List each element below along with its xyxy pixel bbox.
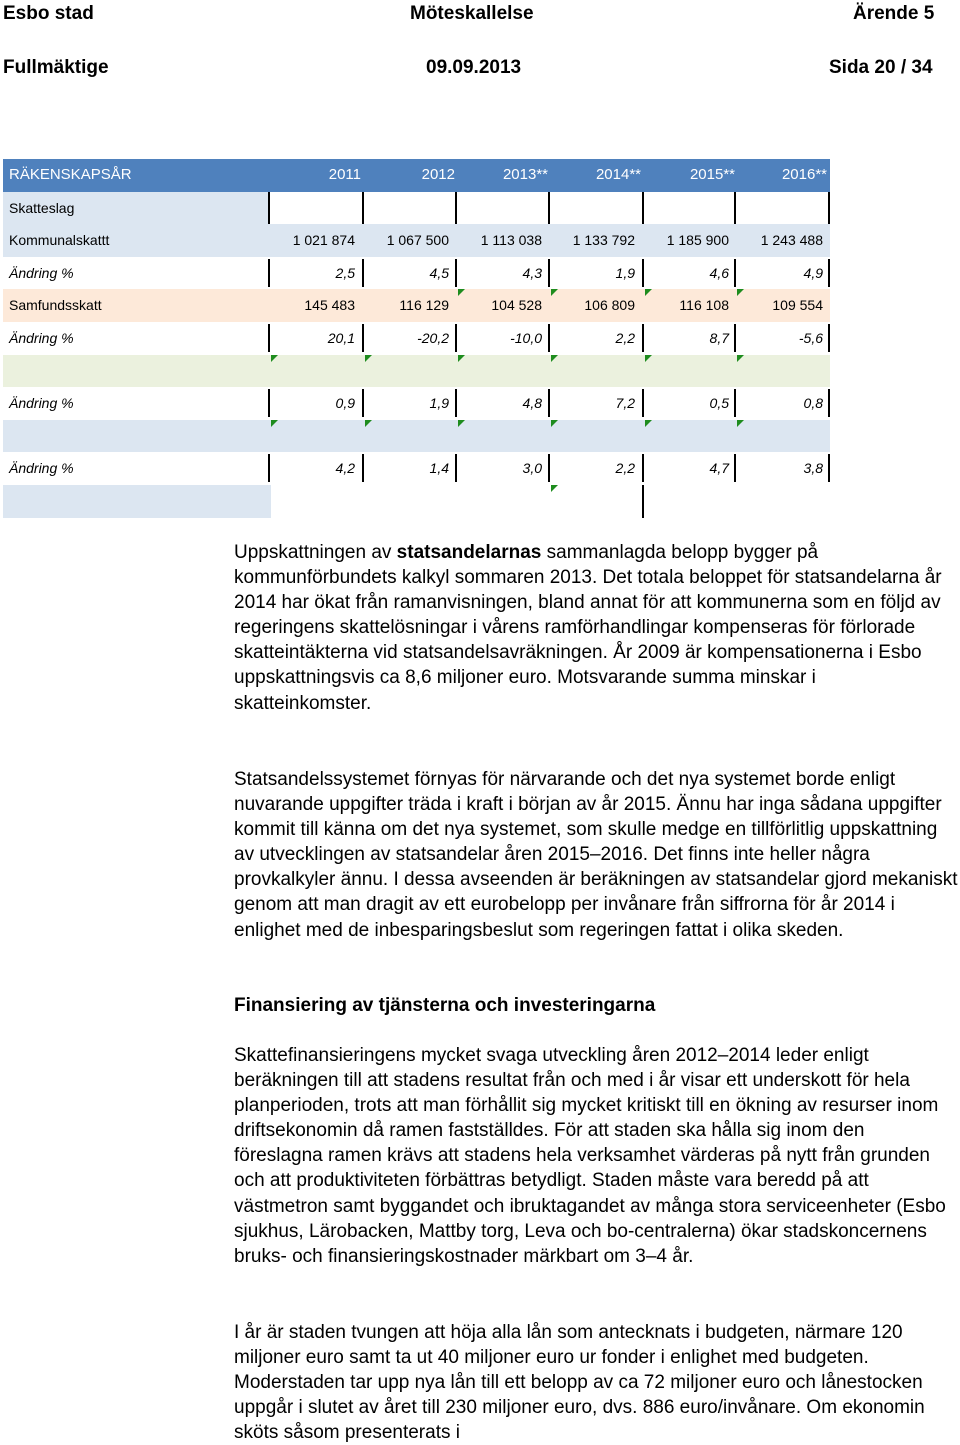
table-cell: 4,8 (522, 395, 542, 412)
table-cell: 4,5 (429, 264, 449, 281)
p1-rest: sammanlagda belopp bygger på kommunförbundets kalkyl sommaren 2013. Det totala beloppet för statsandelarna år 2014 har ökat från ramanvisningen, bland annat för att kommunerna som en följd av regeringens skattelösningar i vårens ramförhandlingar kompenseras för förlorade skatteintäkterna vid statsandelsavräkningen. År 2009 är kompensationerna i Esbo uppskattningsvis ca 8,6 miljoner euro. Motsvarande summa minskar i skatteinkomster. (234, 542, 942, 714)
table-cell: 145 483 (304, 297, 355, 314)
table-row (3, 224, 830, 257)
table-row (3, 387, 830, 420)
header-page: Sida 20 / 34 (829, 57, 933, 78)
year-2012: 2012 (421, 166, 455, 183)
p1-start: Uppskattningen av (234, 542, 397, 563)
table-row (3, 289, 830, 322)
row-label: Ändring % (9, 460, 74, 477)
paragraph-skattefinansiering (234, 1043, 958, 1269)
table-row (3, 257, 830, 290)
table-cell: 2,2 (615, 460, 635, 477)
table-cell: 2,2 (615, 329, 635, 346)
table-cell: 0,9 (335, 395, 355, 412)
table-cell: 4,3 (522, 264, 542, 281)
table-cell: 1 185 900 (666, 232, 729, 249)
year-2013: 2013** (502, 166, 548, 183)
table-cell: 0,5 (709, 395, 729, 412)
table-cell: 20,1 (327, 329, 355, 346)
header-doc-type: Möteskallelse (410, 3, 534, 24)
p4-text: I år är staden tvungen att höja alla lån som antecknats i budgeten, närmare 120 miljoner euro samt ta ut 40 miljoner euro ur fonder i enlighet med budgeten. Moderstaden tar upp nya lån till ett belopp av ca 72 miljoner euro och lånestocken uppgår i slutet av året till 230 miljoner euro, dvs. 886 euro/invånare. Om ekonomin sköts såsom presenterats i (234, 1322, 925, 1444)
table-cell: 116 108 (679, 297, 729, 314)
table-cell: 3,0 (522, 460, 542, 477)
table-cell: 109 554 (772, 297, 823, 314)
table-title: RÄKENSKAPSÅR (9, 166, 132, 183)
row-label: Samfundsskatt (9, 297, 102, 314)
table-row (3, 355, 830, 388)
table-cell: 116 129 (399, 297, 449, 314)
table-header-row (3, 159, 830, 192)
table-cell: 4,9 (803, 264, 823, 281)
row-label: Skatteslag (9, 199, 75, 216)
table-cell: 8,7 (709, 329, 729, 346)
table-row (3, 420, 830, 453)
row-label: Ändring % (9, 264, 74, 281)
table-cell: 0,8 (803, 395, 823, 412)
row-label: Ändring % (9, 329, 74, 346)
row-label: Kommunalskattt (9, 232, 110, 249)
table-cell: -5,6 (798, 329, 823, 346)
paragraph-statsandelar (234, 540, 958, 716)
p1-bold: statsandelarnas (396, 542, 542, 563)
table-cell: 1 113 038 (480, 232, 542, 249)
paragraph-lan (234, 1320, 958, 1445)
table-cell: 7,2 (615, 395, 635, 412)
table-cell: 3,8 (803, 460, 823, 477)
table-row (3, 192, 830, 225)
table-cell: 1,9 (615, 264, 635, 281)
year-2014: 2014** (595, 166, 641, 183)
table-cell: 1,4 (429, 460, 449, 477)
row-label: Ändring % (9, 395, 74, 412)
section-heading (234, 993, 958, 1018)
header-date: 09.09.2013 (426, 57, 522, 78)
table-cell: 106 809 (584, 297, 635, 314)
table-cell: 2,5 (335, 264, 355, 281)
table-cell: 4,7 (709, 460, 729, 477)
table-cell: 4,6 (709, 264, 729, 281)
table-cell: -10,0 (510, 329, 542, 346)
table-cell: 1 021 874 (292, 232, 355, 249)
table-row (3, 322, 830, 355)
table-cell: -20,2 (417, 329, 449, 346)
table-cell: 1 243 488 (760, 232, 823, 249)
table-cell: 1 133 792 (572, 232, 635, 249)
year-2016: 2016** (781, 166, 827, 183)
header-item: Ärende 5 (853, 3, 935, 24)
table-cell: 1,9 (429, 395, 449, 412)
tax-table (3, 159, 830, 518)
header-org: Esbo stad (3, 3, 94, 24)
p3-text: Skattefinansieringens mycket svaga utveckling åren 2012–2014 leder enligt beräkningen till att stadens resultat från och med i år visar ett underskott för hela planperioden, trots att man förhållit sig mycket kritiskt till en ökning av resurser inom driftsekonomin då ramen fastställdes. För att staden ska hålla sig inom den föreslagna ramen krävs att stadens hela verksamhet värderas på nytt från grunden och att produktiviteten förbättras betydligt. Staden måste vara beredd på att västmetron samt byggandet och ibruktagandet av många stora serviceenheter (Esbo sjukhus, Lärobacken, Mattby torg, Leva och bo-centralerna) ökar stadskoncernens bruks- och finansieringskostnader märkbart om 3–4 år. (234, 1045, 946, 1267)
heading-text: Finansiering av tjänsterna och investeringarna (234, 995, 656, 1016)
header-body: Fullmäktige (3, 57, 109, 78)
table-cell: 1 067 500 (386, 232, 449, 249)
year-2011: 2011 (328, 166, 361, 183)
paragraph-statsandelssystemet (234, 767, 958, 943)
table-row (3, 485, 830, 518)
table-row (3, 452, 830, 485)
year-2015: 2015** (689, 166, 735, 183)
table-cell: 4,2 (335, 460, 355, 477)
table-cell: 104 528 (491, 297, 542, 314)
p2-text: Statsandelssystemet förnyas för närvarande och det nya systemet borde enligt nuvarande uppgifter träda i kraft i början av år 2015. Ännu har inga sådana uppgifter kommit till känna om det nya systemet, som skulle medge en tillförlitlig uppskattning av utvecklingen av statsandelar åren 2015–2016. Det finns inte heller några provkalkyler ännu. I dessa avseenden är beräkningen av statsandelar gjord mekaniskt genom att man dragit av ett eurobelopp per invånare från siffrorna för år 2014 i enlighet med de inbesparingsbeslut som regeringen fattat i olika skeden. (234, 769, 958, 941)
